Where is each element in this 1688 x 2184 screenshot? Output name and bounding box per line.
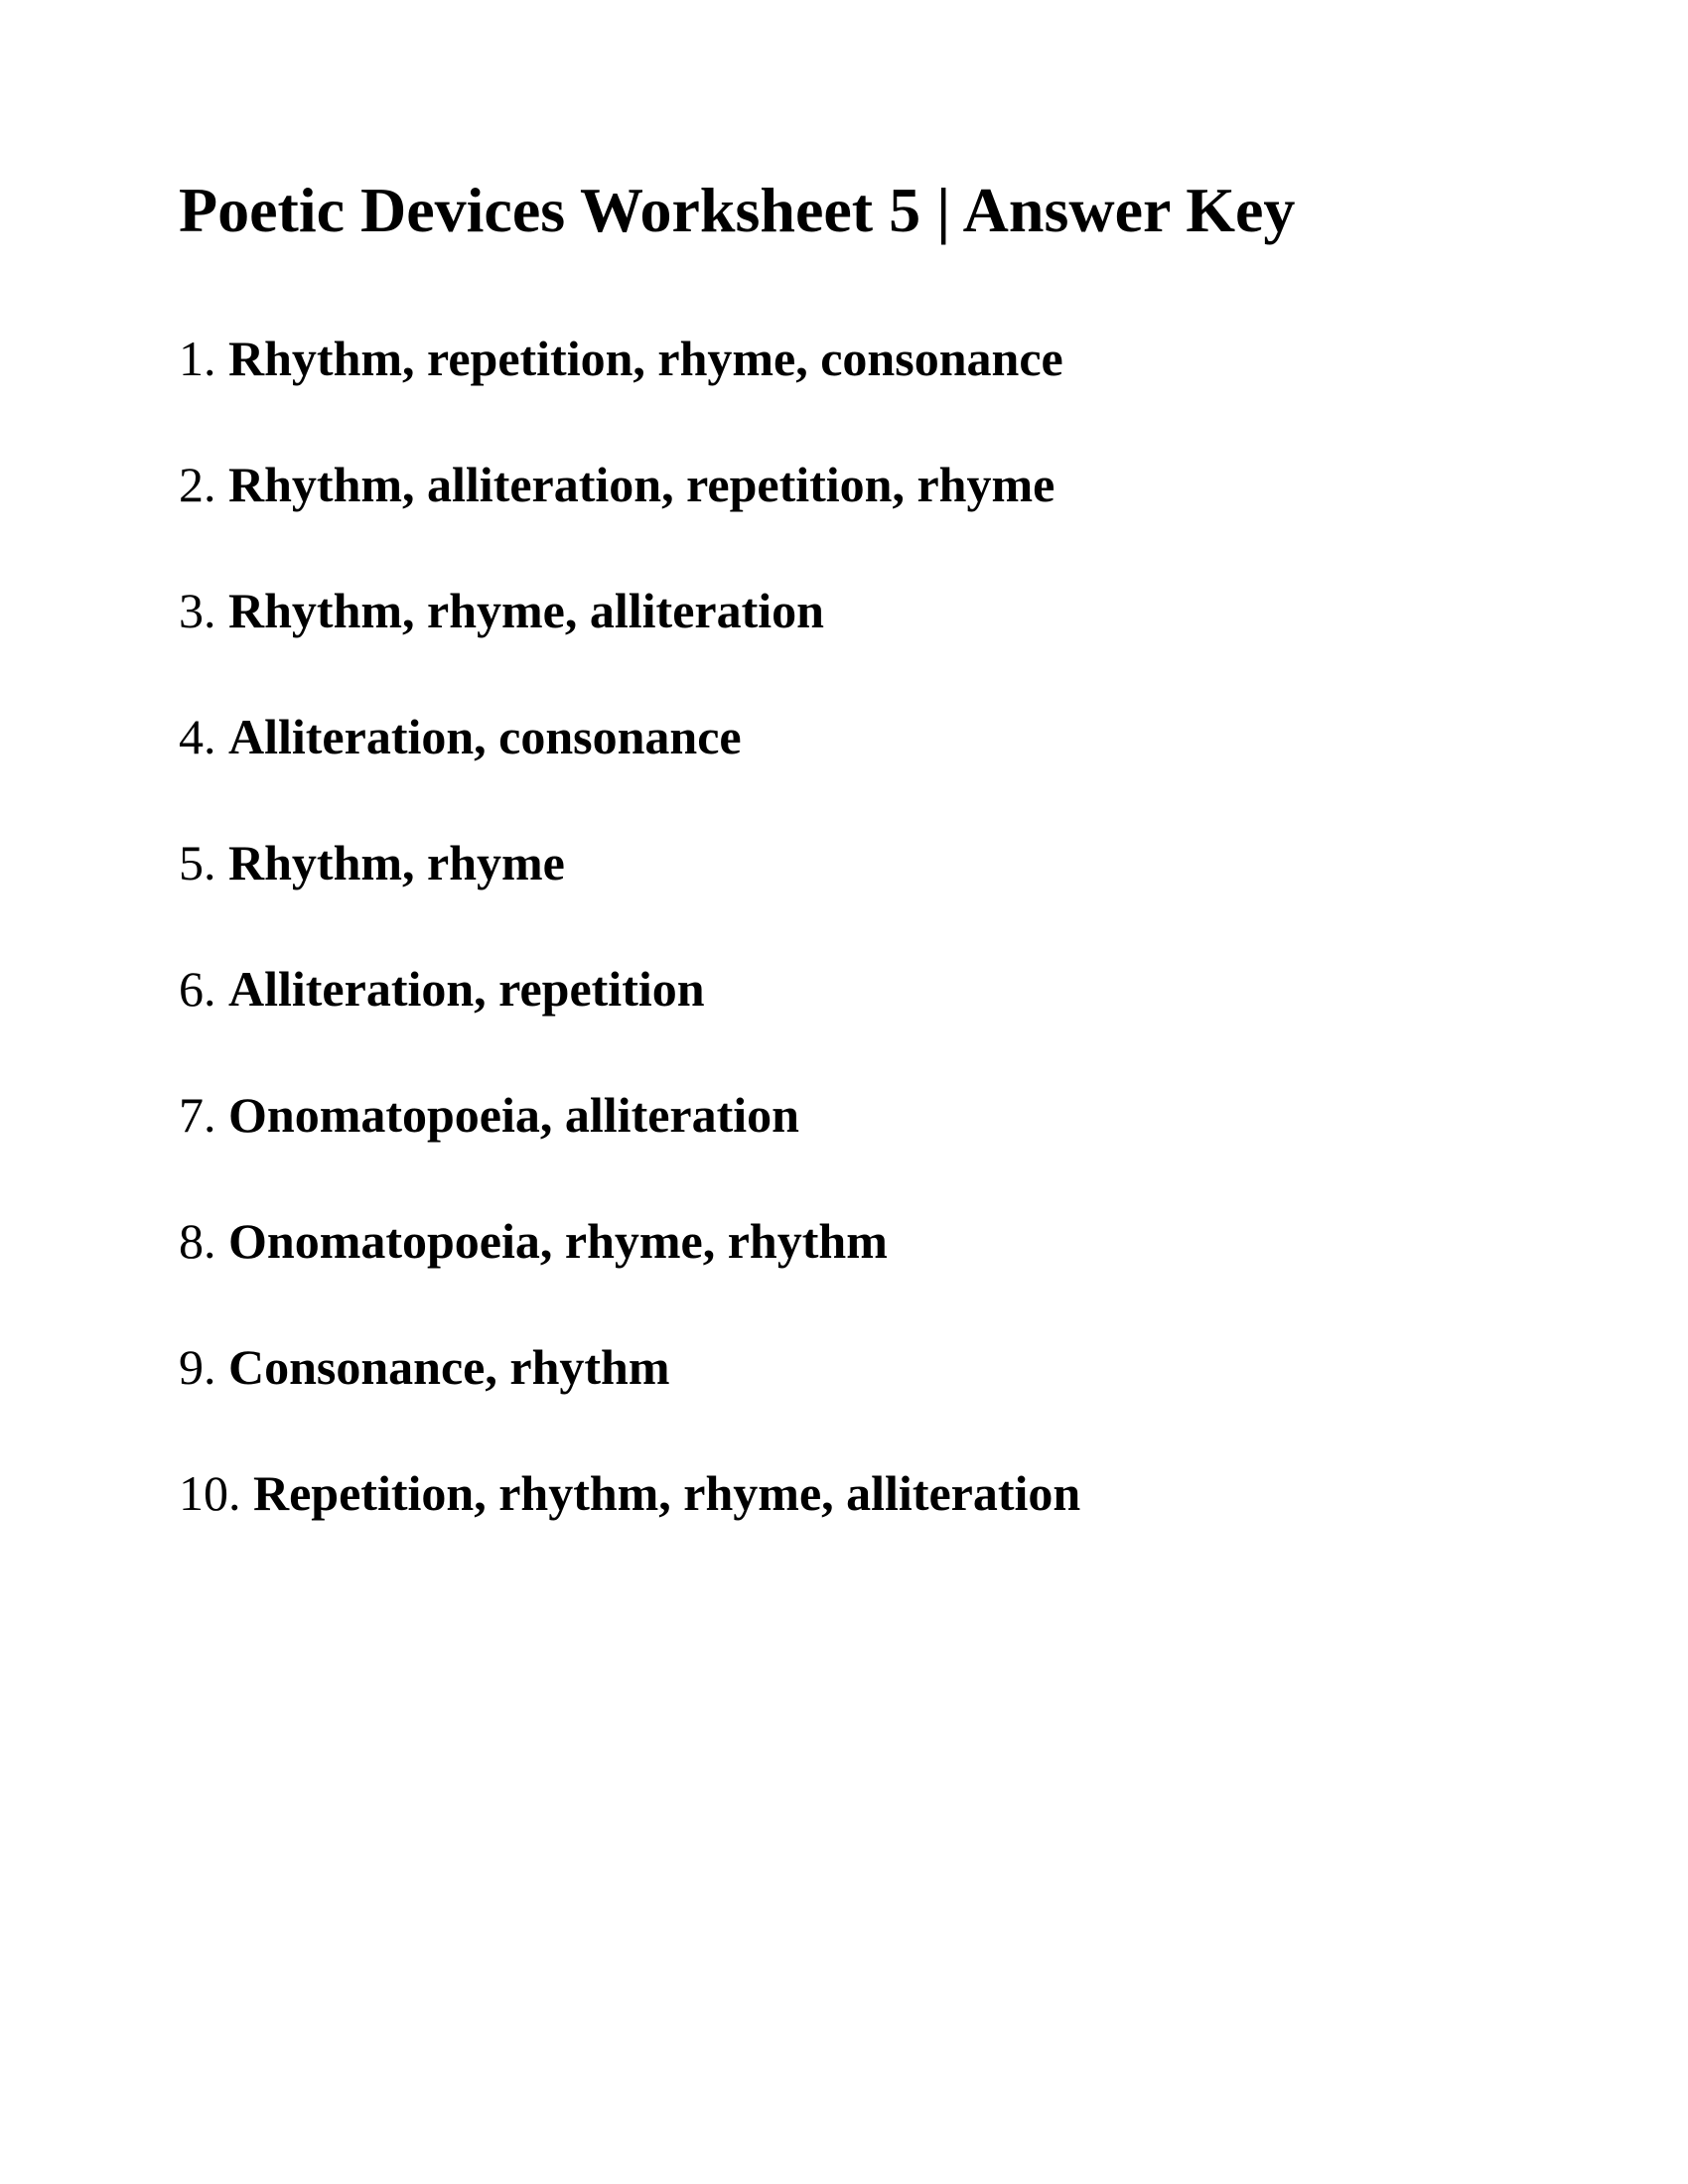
answer-text: Rhythm, repetition, rhyme, consonance (228, 331, 1063, 386)
answer-number: 6. (179, 961, 216, 1017)
answer-item (179, 331, 1080, 460)
answer-number: 3. (179, 583, 216, 638)
answer-text: Rhythm, rhyme, alliteration (228, 583, 824, 638)
answer-item (179, 1465, 1081, 1594)
answer-text: Alliteration, repetition (228, 961, 705, 1017)
answer-number: 5. (179, 835, 216, 890)
answer-item (179, 961, 1080, 1090)
answer-item (179, 1213, 1080, 1342)
answer-item (179, 835, 1080, 964)
answer-text: Onomatopoeia, alliteration (228, 1087, 799, 1143)
answer-text: Onomatopoeia, rhyme, rhythm (228, 1213, 888, 1269)
answer-item (179, 709, 1080, 838)
answer-text: Rhythm, rhyme (228, 835, 565, 890)
answer-number: 4. (179, 709, 216, 764)
answer-number: 10. (179, 1465, 241, 1521)
answer-text: Rhythm, alliteration, repetition, rhyme (228, 457, 1055, 512)
answer-item (179, 583, 1080, 712)
answer-number: 9. (179, 1339, 216, 1395)
answer-list (179, 331, 1081, 1594)
answer-item (179, 1087, 1080, 1216)
answer-number: 8. (179, 1213, 216, 1269)
answer-text: Alliteration, consonance (228, 709, 742, 764)
answer-number: 7. (179, 1087, 216, 1143)
answer-number: 2. (179, 457, 216, 512)
answer-number: 1. (179, 331, 216, 386)
answer-text: Repetition, rhythm, rhyme, alliteration (253, 1465, 1081, 1521)
page-title: Poetic Devices Worksheet 5 | Answer Key (179, 175, 1296, 245)
answer-item (179, 1339, 1080, 1468)
answer-text: Consonance, rhythm (228, 1339, 670, 1395)
answer-item (179, 457, 1080, 586)
